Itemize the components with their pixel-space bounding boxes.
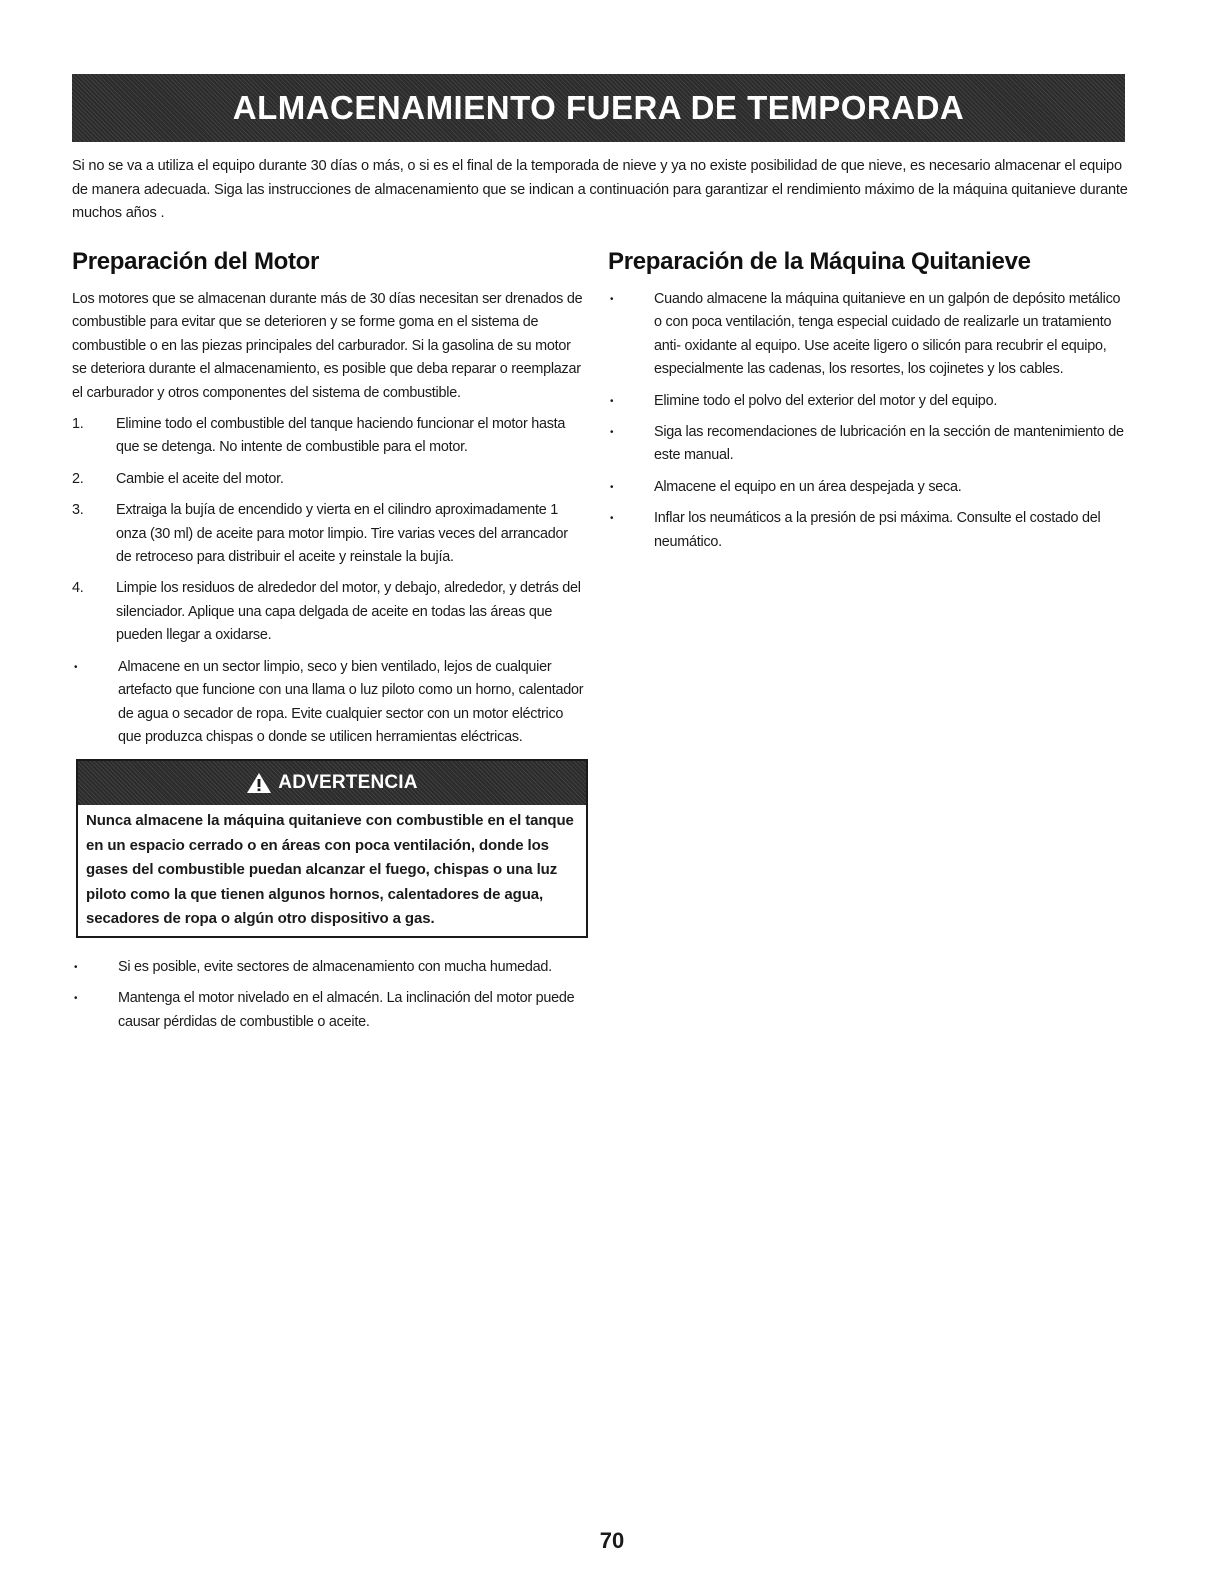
list-item xyxy=(72,468,587,491)
step-text: Cambie el aceite del motor. xyxy=(116,470,284,487)
step-text: Limpie los residuos de alrededor del motor, y debajo, alrededor, y detrás del silenciador. Aplique una capa delgada de aceite en todas las áreas que pueden llegar a oxidarse. xyxy=(116,580,581,644)
bullet-marker: • xyxy=(610,395,614,407)
bullet-text: Inflar los neumáticos a la presión de psi máxima. Consulte el costado del neumático. xyxy=(654,510,1101,550)
step-number: 1. xyxy=(72,416,84,433)
bullet-marker: • xyxy=(610,481,614,493)
list-item xyxy=(608,421,1128,468)
warning-text: Nunca almacene la máquina quitanieve con combustible en el tanque en un espacio cerrado o en áreas con poca ventilación, donde los gases del combustible puedan alcanzar el fuego, chispas o una luz piloto como la que tienen algunos hornos, calentadores de agua, secadores de ropa o algún otro dispositivo a gas. xyxy=(86,812,574,928)
snowblower-bullets-list xyxy=(608,288,1128,554)
list-item xyxy=(72,499,587,569)
snowblower-preparation-column xyxy=(608,248,1128,562)
bullet-marker: • xyxy=(610,513,614,525)
section-title-bar xyxy=(72,74,1125,142)
bullet-text: Siga las recomendaciones de lubricación en la sección de mantenimiento de este manual. xyxy=(654,424,1124,464)
bullet-text: Almacene en un sector limpio, seco y bien ventilado, lejos de cualquier artefacto que funcione con una llama o luz piloto como un horno, calentador de agua o secador de ropa. Evite cualquier sector con un motor eléctrico que produzca chispas o donde se utilicen herramientas eléctricas. xyxy=(118,658,584,745)
list-item xyxy=(608,476,1128,499)
list-item xyxy=(72,413,587,460)
warning-box xyxy=(76,759,588,938)
bullet-text: Cuando almacene la máquina quitanieve en un galpón de depósito metálico o con poca ventilación, tenga especial cuidado de realizarle un tratamiento anti- oxidante al equipo. Use aceite ligero o silicón para recubrir el equipo, especialmente las cadenas, los resortes, los cojinetes y los cables. xyxy=(654,291,1121,378)
list-item xyxy=(608,390,1128,413)
snowblower-heading: Preparación de la Máquina Quitanieve xyxy=(608,248,1031,275)
bullet-text: Almacene el equipo en un área despejada y seca. xyxy=(654,478,962,495)
bullet-text: Elimine todo el polvo del exterior del motor y del equipo. xyxy=(654,392,998,409)
list-item xyxy=(72,956,587,979)
bullet-marker: • xyxy=(74,661,78,673)
page-title: ALMACENAMIENTO FUERA DE TEMPORADA xyxy=(232,89,965,126)
bullet-marker: • xyxy=(610,427,614,439)
warning-title: ADVERTENCIA xyxy=(278,772,418,794)
step-number: 2. xyxy=(72,470,84,487)
list-item xyxy=(72,656,587,750)
list-item xyxy=(72,987,587,1034)
bullet-marker: • xyxy=(74,961,78,973)
step-text: Elimine todo el combustible del tanque haciendo funcionar el motor hasta que se detenga. No intente de combustible para el motor. xyxy=(116,416,566,456)
warning-header xyxy=(78,761,586,805)
bullet-marker: • xyxy=(74,993,78,1005)
warning-triangle-icon xyxy=(246,772,272,794)
page-number: 70 xyxy=(599,1528,625,1553)
motor-heading: Preparación del Motor xyxy=(72,248,320,275)
intro-paragraph: Si no se va a utiliza el equipo durante 30 días o más, o si es el final de la temporada de nieve y ya no existe posibilidad de que nieve, es necesario almacenar el equipo de manera adecuada. Siga las instrucciones de almacenamiento que se indican a continuación para garantizar el rendimiento máximo de la máquina quitanieve durante muchos años . xyxy=(72,158,1128,221)
step-number: 4. xyxy=(72,580,84,597)
motor-after-list xyxy=(72,956,587,1034)
motor-preparation-column xyxy=(72,248,587,1042)
bullet-text: Si es posible, evite sectores de almacenamiento con mucha humedad. xyxy=(118,958,552,975)
list-item xyxy=(72,577,587,647)
bullet-text: Mantenga el motor nivelado en el almacén. La inclinación del motor puede causar pérdidas de combustible o aceite. xyxy=(118,990,575,1030)
list-item xyxy=(608,507,1128,554)
step-number: 3. xyxy=(72,502,84,519)
list-item xyxy=(608,288,1128,382)
motor-steps-list xyxy=(72,413,587,749)
motor-paragraph: Los motores que se almacenan durante más de 30 días necesitan ser drenados de combustible para evitar que se deterioren y se forme goma en el sistema de combustible o en las piezas principales del carburador. Si la gasolina de su motor se deteriora durante el almacenamiento, es posible que deba reparar o reemplazar el carburador y otros componentes del sistema de combustible. xyxy=(72,291,583,401)
step-text: Extraiga la bujía de encendido y vierta en el cilindro aproximadamente 1 onza (30 ml) de aceite para motor limpio. Tire varias veces del arrancador de retroceso para distribuir el aceite y reinstale la bujía. xyxy=(116,502,568,566)
bullet-marker: • xyxy=(610,294,614,305)
